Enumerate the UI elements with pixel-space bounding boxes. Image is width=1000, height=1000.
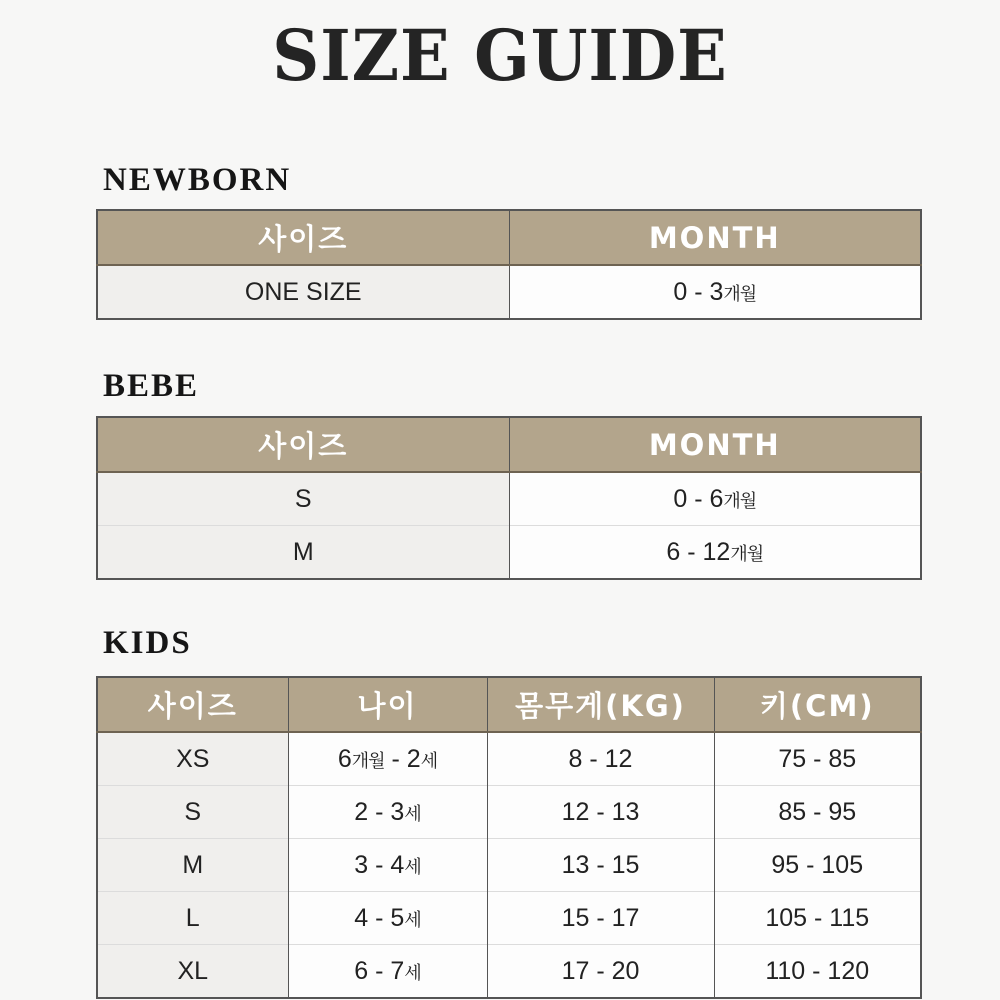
section-title-bebe: BEBE — [103, 368, 200, 404]
cell-size: S — [97, 472, 509, 526]
table-header-row — [97, 417, 921, 472]
kids-size-table — [96, 676, 922, 999]
cell-size: XL — [97, 945, 288, 999]
column-header-weight: 몸무게(KG) — [487, 677, 714, 732]
cell-weight: 13 - 15 — [487, 839, 714, 892]
table-row — [97, 945, 921, 999]
table-row — [97, 732, 921, 786]
age-unit: 세 — [404, 803, 421, 824]
cell-age — [288, 786, 487, 839]
cell-size: S — [97, 786, 288, 839]
cell-size: M — [97, 839, 288, 892]
age-unit: 세 — [404, 909, 421, 930]
cell-age — [288, 892, 487, 945]
column-header-size: 사이즈 — [97, 417, 509, 472]
age-range: 2 - 3 — [354, 797, 405, 826]
cell-weight: 8 - 12 — [487, 732, 714, 786]
cell-height: 95 - 105 — [714, 839, 921, 892]
month-unit: 개월 — [730, 543, 764, 564]
cell-month — [509, 526, 921, 580]
table-row — [97, 786, 921, 839]
cell-height: 85 - 95 — [714, 786, 921, 839]
column-header-height: 키(CM) — [714, 677, 921, 732]
cell-height: 75 - 85 — [714, 732, 921, 786]
cell-height: 110 - 120 — [714, 945, 921, 999]
page-title: SIZE GUIDE — [272, 14, 728, 97]
cell-age — [288, 945, 487, 999]
column-header-month: MONTH — [509, 417, 921, 472]
age-range: - 2 — [384, 744, 421, 773]
cell-month — [509, 472, 921, 526]
table-row — [97, 265, 921, 319]
cell-weight: 15 - 17 — [487, 892, 714, 945]
cell-weight: 17 - 20 — [487, 945, 714, 999]
cell-height: 105 - 115 — [714, 892, 921, 945]
table-row — [97, 526, 921, 580]
column-header-size: 사이즈 — [97, 677, 288, 732]
age-unit: 세 — [420, 750, 438, 771]
cell-weight: 12 - 13 — [487, 786, 714, 839]
month-range: 0 - 3 — [673, 277, 724, 306]
section-title-newborn: NEWBORN — [103, 162, 292, 198]
age-start: 6 — [337, 744, 352, 773]
cell-size: XS — [97, 732, 288, 786]
age-range: 6 - 7 — [354, 956, 405, 985]
cell-age — [288, 732, 487, 786]
age-range: 4 - 5 — [354, 903, 405, 932]
table-header-row — [97, 210, 921, 265]
cell-age — [288, 839, 487, 892]
cell-month — [509, 265, 921, 319]
newborn-size-table — [96, 209, 922, 320]
column-header-size: 사이즈 — [97, 210, 509, 265]
section-title-kids: KIDS — [103, 625, 192, 661]
column-header-month: MONTH — [509, 210, 921, 265]
bebe-size-table — [96, 416, 922, 580]
table-header-row — [97, 677, 921, 732]
cell-size: ONE SIZE — [97, 265, 509, 319]
cell-size: L — [97, 892, 288, 945]
month-range: 6 - 12 — [666, 537, 731, 566]
month-unit: 개월 — [723, 490, 757, 511]
age-range: 3 - 4 — [354, 850, 405, 879]
table-row — [97, 472, 921, 526]
table-row — [97, 892, 921, 945]
age-unit: 세 — [404, 962, 421, 983]
month-range: 0 - 6 — [673, 484, 724, 513]
cell-size: M — [97, 526, 509, 580]
age-start-unit: 개월 — [351, 750, 385, 771]
age-unit: 세 — [404, 856, 421, 877]
month-unit: 개월 — [723, 283, 757, 304]
table-row — [97, 839, 921, 892]
column-header-age: 나이 — [288, 677, 487, 732]
